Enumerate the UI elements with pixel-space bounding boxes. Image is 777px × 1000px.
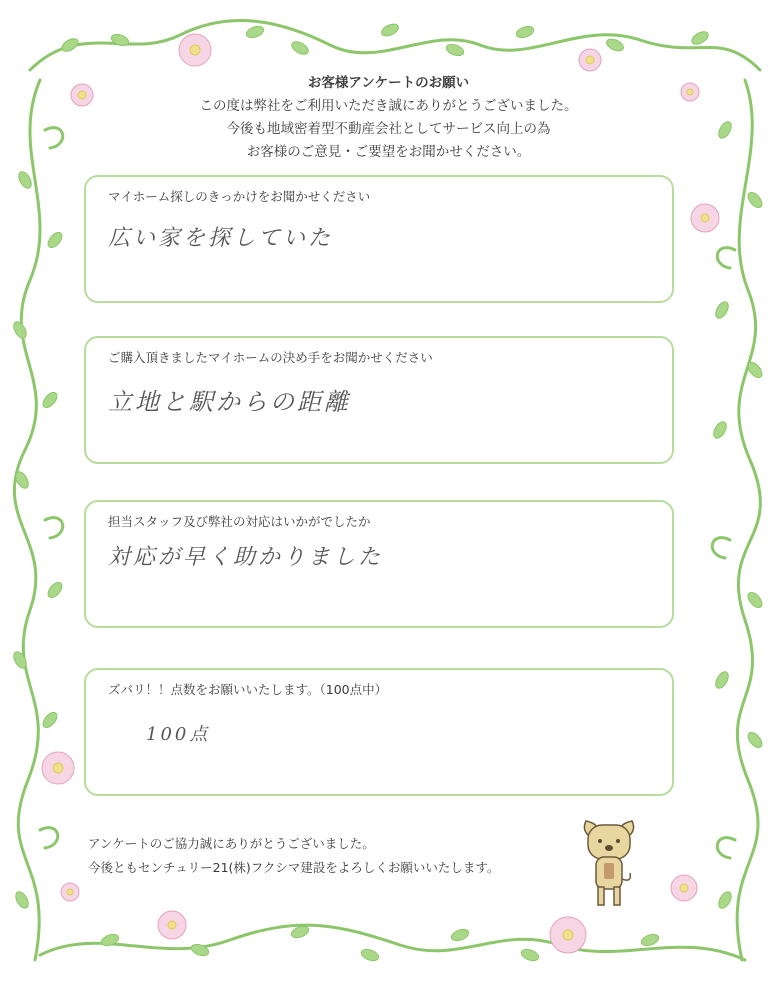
question-label: マイホーム探しのきっかけをお聞かせください	[108, 189, 371, 204]
intro-line-1: この度は弊社をご利用いただき誠にありがとうございました。	[199, 98, 578, 114]
question-box-1	[84, 175, 674, 303]
handwritten-answer: 立地と駅からの距離	[108, 388, 351, 416]
survey-title: お客様アンケートのお願い	[307, 75, 470, 91]
footer-line-2: 今後ともセンチュリー21(株)フクシマ建設をよろしくお願いいたします。	[88, 860, 500, 875]
question-label: 担当スタッフ及び弊社の対応はいかがでしたか	[108, 514, 371, 529]
intro-line-3: お客様のご意見・ご要望をお聞かせください。	[246, 144, 531, 160]
dog-mascot-icon	[578, 815, 640, 911]
question-box-4	[84, 668, 674, 796]
question-box-3	[84, 500, 674, 628]
handwritten-answer: 対応が早く助かりました	[108, 545, 384, 570]
thank-you-message	[88, 832, 499, 880]
handwritten-answer: 広い家を探していた	[108, 226, 334, 251]
question-label: ズバリ！！点数をお願いいたします。（100点中）	[108, 682, 388, 697]
footer-line-1: アンケートのご協力誠にありがとうございました。	[88, 836, 375, 851]
question-label: ご購入頂きましたマイホームの決め手をお聞かせください	[108, 350, 433, 365]
survey-header	[0, 72, 777, 164]
intro-line-2: 今後も地域密着型不動産会社としてサービス向上の為	[226, 121, 551, 137]
handwritten-answer: 100点	[146, 724, 211, 745]
question-box-2	[84, 336, 674, 464]
